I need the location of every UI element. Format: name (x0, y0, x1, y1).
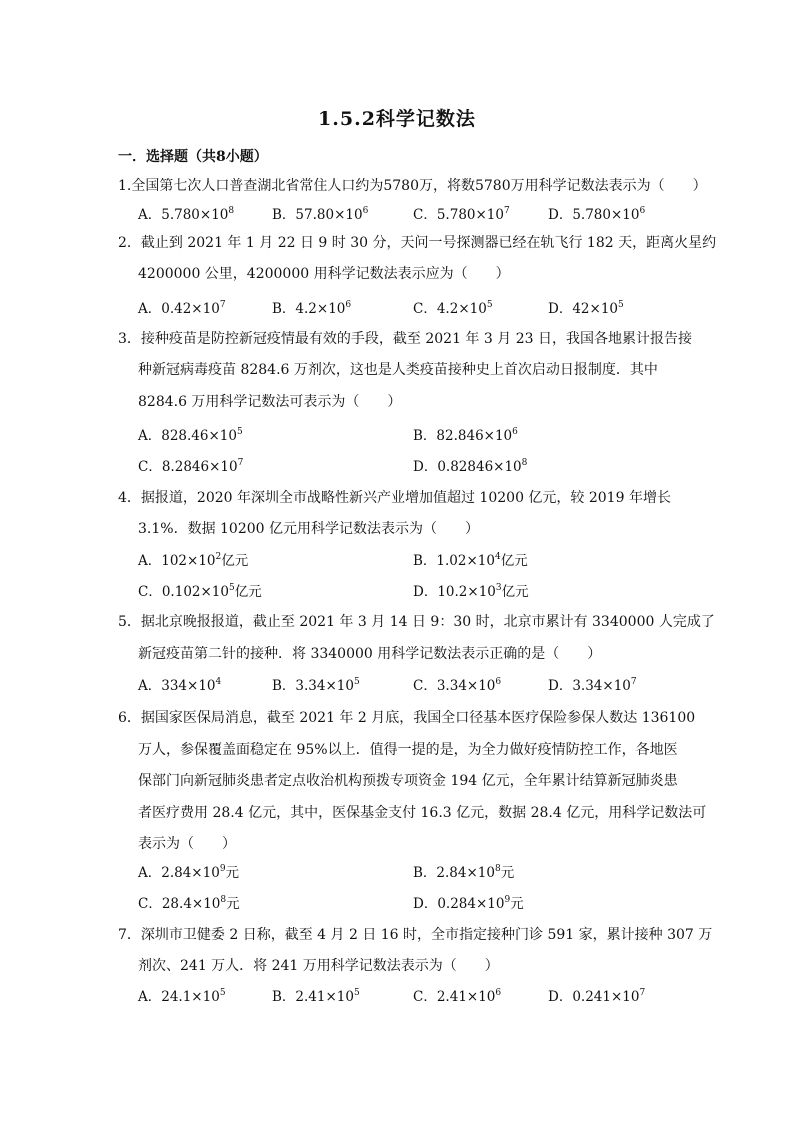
option-base: 0.42×10 (161, 301, 220, 317)
option-label: C． (413, 207, 437, 223)
option-label: D． (548, 301, 573, 317)
option-label: D． (548, 678, 573, 694)
option-base: 57.80×10 (295, 207, 363, 223)
option-base: 4.2×10 (295, 301, 346, 317)
option-unit: 元 (510, 896, 524, 912)
question-7-option-c[interactable] (413, 987, 501, 1007)
option-label: B． (272, 301, 296, 317)
question-6-text: 者医疗费用 28.4 亿元，其中，医保基金支付 16.3 亿元，数据 28.4 亿元，用科学记数法可 (138, 805, 707, 821)
question-3-option-c[interactable] (138, 457, 243, 477)
option-base: 5.780×10 (161, 207, 229, 223)
question-6-text: 表示为（ ） (138, 836, 236, 852)
question-2-option-a[interactable] (138, 299, 226, 319)
option-exponent: 7 (639, 988, 646, 998)
question-6-option-c[interactable] (138, 894, 240, 914)
option-exponent: 7 (630, 677, 637, 687)
option-label: A． (138, 207, 162, 223)
option-base: 828.46×10 (161, 428, 237, 444)
option-base: 334×10 (161, 678, 216, 694)
option-label: A． (138, 678, 162, 694)
option-base: 3.34×10 (295, 678, 354, 694)
option-base: 10.2×10 (437, 584, 496, 600)
question-3-option-d[interactable] (413, 457, 527, 477)
option-label: C． (138, 584, 162, 600)
option-label: B． (413, 865, 437, 881)
question-4-option-c[interactable] (138, 582, 262, 602)
option-label: B． (272, 678, 296, 694)
option-unit: 亿元 (234, 584, 262, 600)
question-5-option-c[interactable] (413, 676, 501, 696)
option-unit: 元 (225, 865, 240, 881)
option-exponent: 8 (220, 895, 227, 905)
option-base: 102×10 (161, 553, 216, 569)
option-unit: 亿元 (500, 553, 528, 569)
option-exponent: 5 (228, 583, 235, 593)
option-base: 0.284×10 (437, 896, 505, 912)
question-6-option-b[interactable] (413, 863, 514, 883)
question-6-text: 保部门向新冠肺炎患者定点收治机构预拨专项资金 194 亿元，全年累计结算新冠肺炎患 (138, 773, 678, 789)
option-label: A． (138, 865, 162, 881)
option-label: C． (138, 896, 162, 912)
option-label: B． (413, 428, 437, 444)
question-6-option-d[interactable] (413, 894, 524, 914)
question-7-text: 剂次、241 万人．将 241 万用科学记数法表示为（ ） (138, 958, 499, 974)
question-7-option-d[interactable] (548, 987, 645, 1007)
option-base: 3.34×10 (436, 678, 496, 694)
page-title: 1.5.2科学记数法 (318, 108, 476, 130)
question-5-text: 新冠疫苗第二针的接种．将 3340000 用科学记数法表示正确的是（ ） (138, 646, 602, 662)
option-label: D． (548, 207, 573, 223)
option-exponent: 9 (504, 895, 511, 905)
option-base: 0.102×10 (161, 584, 229, 600)
option-exponent: 9 (219, 864, 226, 874)
question-1-text: 1.全国第七次人口普查湖北省常住人口约为5780万，将数5780万用科学记数法表示为（ ） (118, 178, 707, 194)
option-label: C． (413, 301, 437, 317)
question-4-text: 4．据报道，2020 年深圳全市战略性新兴产业增加值超过 10200 亿元，较 2019 年增长 (118, 490, 671, 506)
option-label: B． (413, 553, 437, 569)
question-3-option-a[interactable] (138, 426, 243, 446)
question-7-option-a[interactable] (138, 987, 226, 1007)
question-1-option-d[interactable] (548, 205, 645, 225)
option-label: B． (272, 207, 296, 223)
option-exponent: 6 (512, 427, 518, 437)
option-base: 2.41×10 (436, 989, 496, 1005)
option-unit: 亿元 (501, 584, 529, 600)
question-4-option-b[interactable] (413, 551, 528, 571)
option-label: D． (413, 459, 438, 475)
question-1-option-b[interactable] (272, 205, 368, 225)
question-6-text: 万人，参保覆盖面稳定在 95%以上．值得一提的是，为全力做好疫情防控工作，各地医 (138, 742, 678, 758)
section-heading: 一．选择题（共8小题） (118, 149, 268, 165)
option-exponent: 5 (618, 300, 624, 310)
option-base: 2.41×10 (295, 989, 354, 1005)
option-unit: 元 (226, 896, 240, 912)
question-3-text: 3．接种疫苗是防控新冠疫情最有效的手段，截至 2021 年 3 月 23 日，我国各地累计报告接 (118, 331, 692, 347)
option-label: D． (548, 989, 573, 1005)
question-1-option-a[interactable] (138, 205, 234, 225)
option-label: C． (413, 678, 437, 694)
option-exponent: 6 (639, 206, 646, 216)
option-exponent: 5 (236, 427, 243, 437)
option-exponent: 6 (362, 206, 369, 216)
option-base: 5.780×10 (572, 207, 640, 223)
option-base: 3.34×10 (572, 678, 631, 694)
option-exponent: 7 (503, 206, 510, 216)
option-label: A． (138, 301, 162, 317)
option-exponent: 4 (215, 677, 222, 687)
question-4-option-a[interactable] (138, 551, 248, 571)
question-5-option-a[interactable] (138, 676, 221, 696)
option-label: C． (413, 989, 437, 1005)
option-exponent: 2 (215, 552, 222, 562)
question-2-option-d[interactable] (548, 299, 624, 319)
option-exponent: 3 (495, 583, 502, 593)
option-base: 8.2846×10 (161, 459, 238, 475)
question-2-option-b[interactable] (272, 299, 351, 319)
option-base: 1.02×10 (436, 553, 495, 569)
option-exponent: 6 (495, 677, 502, 687)
option-label: A． (138, 553, 162, 569)
option-unit: 亿元 (221, 553, 249, 569)
question-7-option-b[interactable] (272, 987, 360, 1007)
question-2-text: 4200000 公里，4200000 用科学记数法表示应为（ ） (138, 266, 510, 282)
option-exponent: 5 (353, 677, 360, 687)
option-exponent: 7 (237, 458, 244, 468)
option-base: 0.82846×10 (437, 459, 522, 475)
question-5-text: 5．据北京晚报报道，截止至 2021 年 3 月 14 日 9：30 时，北京市累计有 3340000 人完成了 (118, 614, 715, 630)
option-exponent: 6 (495, 988, 502, 998)
option-exponent: 8 (521, 458, 528, 468)
option-label: C． (138, 459, 162, 475)
option-exponent: 4 (494, 552, 501, 562)
question-7-text: 7．深圳市卫健委 2 日称，截至 4 月 2 日 16 时，全市指定接种门诊 591 家，累计接种 307 万 (118, 927, 713, 943)
question-6-option-a[interactable] (138, 863, 239, 883)
option-label: B． (272, 989, 296, 1005)
option-exponent: 8 (494, 864, 501, 874)
option-base: 0.241×10 (572, 989, 640, 1005)
option-label: A． (138, 989, 162, 1005)
question-3-option-b[interactable] (413, 426, 518, 446)
question-4-text: 3.1%．数据 10200 亿元用科学记数法表示为（ ） (138, 521, 480, 537)
option-label: D． (413, 584, 438, 600)
option-exponent: 8 (228, 206, 235, 216)
option-exponent: 6 (345, 300, 352, 310)
option-exponent: 7 (219, 300, 226, 310)
question-5-option-d[interactable] (548, 676, 637, 696)
option-exponent: 5 (486, 300, 493, 310)
option-base: 2.84×10 (161, 865, 220, 881)
question-4-option-d[interactable] (413, 582, 529, 602)
option-label: D． (413, 896, 438, 912)
option-exponent: 5 (353, 988, 360, 998)
option-base: 42×10 (572, 301, 618, 317)
option-base: 2.84×10 (436, 865, 495, 881)
option-base: 4.2×10 (436, 301, 487, 317)
question-5-option-b[interactable] (272, 676, 360, 696)
question-6-text: 6．据国家医保局消息，截至 2021 年 2 月底，我国全口径基本医疗保险参保人数达 136100 (118, 710, 696, 726)
question-2-text: 2．截止到 2021 年 1 月 22 日 9 时 30 分，天问一号探测器已经在轨飞行 182 天，距离火星约 (118, 235, 717, 251)
question-2-option-c[interactable] (413, 299, 493, 319)
question-1-option-c[interactable] (413, 205, 510, 225)
option-exponent: 5 (219, 988, 226, 998)
option-label: A． (138, 428, 162, 444)
option-unit: 元 (500, 865, 515, 881)
question-3-text: 种新冠病毒疫苗 8284.6 万剂次，这也是人类疫苗接种史上首次启动日报制度．其中 (138, 362, 658, 378)
question-3-text: 8284.6 万用科学记数法可表示为（ ） (138, 394, 402, 410)
option-base: 24.1×10 (161, 989, 220, 1005)
option-base: 28.4×10 (161, 896, 221, 912)
option-base: 5.780×10 (436, 207, 504, 223)
option-base: 82.846×10 (436, 428, 513, 444)
